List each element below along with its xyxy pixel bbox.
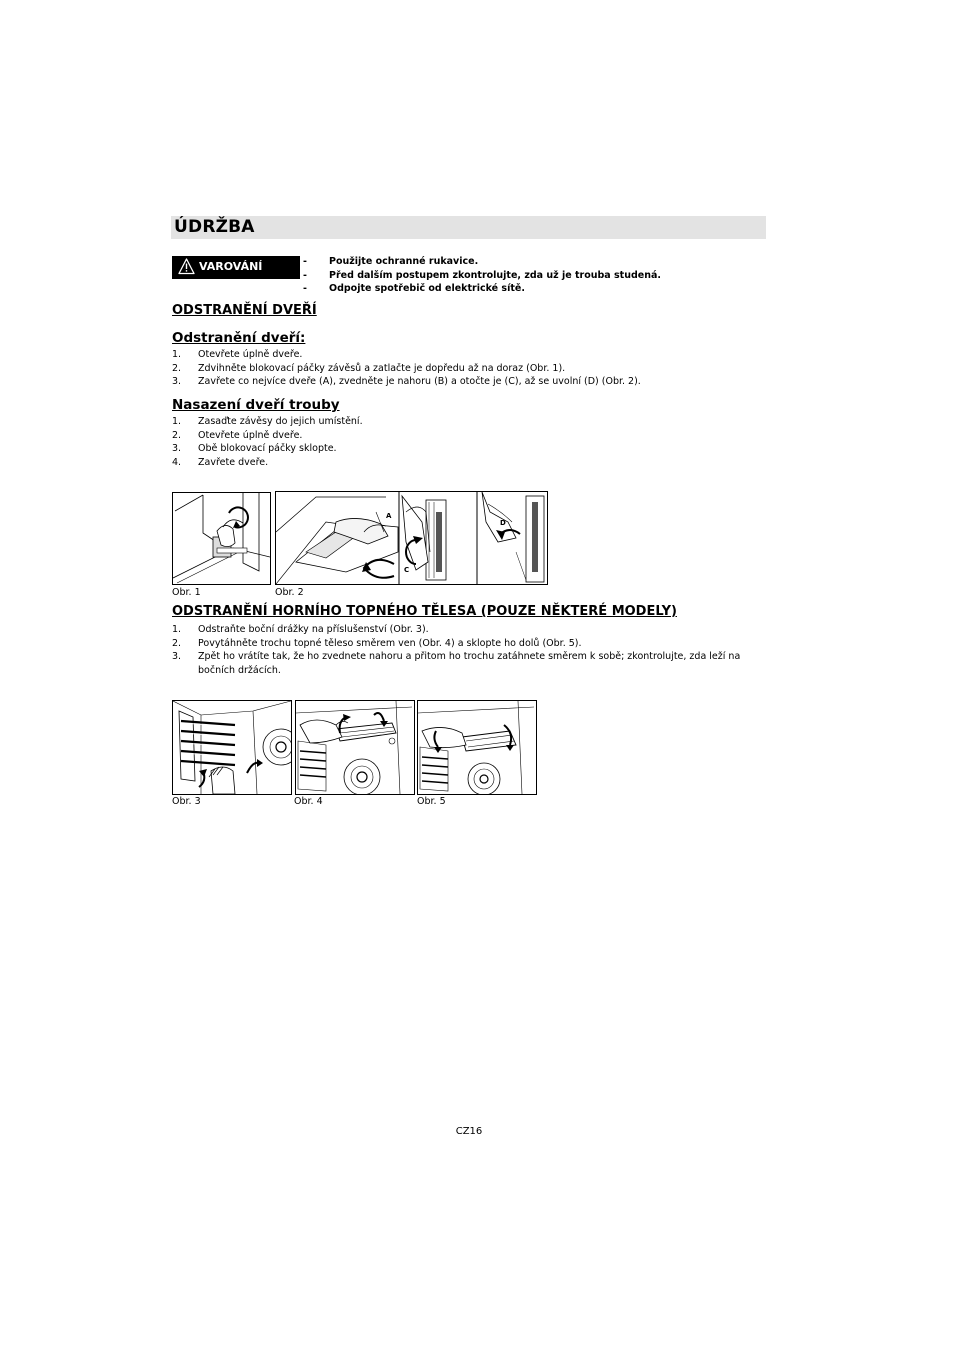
- figure-obr3: [172, 700, 292, 795]
- warning-triangle-icon: [178, 258, 195, 275]
- figure-obr5: [417, 700, 537, 795]
- list-text: Odstraňte boční drážky na příslušenství (Obr. 3).: [198, 624, 429, 635]
- list-item: [172, 623, 769, 637]
- list-number: 1.: [172, 416, 182, 427]
- warning-label: VAROVÁNÍ: [199, 260, 263, 273]
- list-number: 2.: [172, 637, 182, 649]
- warning-item: [303, 269, 661, 283]
- list-number: 3.: [172, 376, 182, 388]
- marker-c: C: [404, 566, 410, 574]
- warning-dash: -: [303, 269, 307, 281]
- list-text: Zdvihněte blokovací páčky závěsů a zatlačte je dopředu až na doraz (Obr. 1).: [198, 362, 566, 374]
- marker-a: A: [386, 512, 392, 520]
- list-text: Zavřete dveře.: [198, 456, 269, 468]
- list-text: Otevřete úplně dveře.: [198, 429, 303, 441]
- page-number: CZ16: [455, 1126, 483, 1137]
- door-section-heading: ODSTRANĚNÍ DVEŘÍ: [172, 303, 317, 318]
- caption-obr4: Obr. 4: [294, 796, 323, 807]
- list-number: 3.: [172, 651, 182, 663]
- door-removal-heading: Odstranění dveří:: [172, 330, 306, 346]
- list-item: [172, 650, 769, 677]
- warning-text: Před dalším postupem zkontrolujte, zda už je trouba studená.: [329, 269, 662, 281]
- figure-obr4: [295, 700, 415, 795]
- list-item: [172, 375, 772, 389]
- door-refit-heading: Nasazení dveří trouby: [172, 397, 340, 413]
- list-text: Obě blokovací páčky sklopte.: [198, 443, 337, 455]
- list-text: Otevřete úplně dveře.: [198, 349, 303, 360]
- caption-obr2: Obr. 2: [275, 587, 304, 598]
- figure-obr1: [172, 492, 271, 585]
- heater-section-heading: ODSTRANĚNÍ HORNÍHO TOPNÉHO TĚLESA (POUZE NĚKTERÉ MODELY): [172, 604, 677, 619]
- list-text: Zasaďte závěsy do jejich umístění.: [198, 416, 363, 427]
- warning-text: Odpojte spotřebič od elektrické sítě.: [329, 283, 525, 295]
- section-header-bar: [171, 216, 766, 239]
- heater-steps: [172, 623, 769, 677]
- section-title: ÚDRŽBA: [174, 217, 255, 237]
- list-number: 2.: [172, 362, 182, 374]
- warning-item: [303, 255, 661, 269]
- door-removal-steps: [172, 348, 772, 389]
- warning-dash: -: [303, 283, 307, 295]
- caption-obr3: Obr. 3: [172, 796, 201, 807]
- door-refit-steps: [172, 415, 772, 469]
- list-item: [172, 456, 772, 470]
- warning-dash: -: [303, 256, 307, 267]
- list-number: 1.: [172, 624, 182, 635]
- list-item: [172, 362, 772, 376]
- hinge-lever-illustration: [173, 493, 270, 584]
- list-item: [172, 442, 772, 456]
- warning-list: [303, 255, 661, 296]
- warning-text: Použijte ochranné rukavice.: [329, 256, 479, 267]
- list-text: Zavřete co nejvíce dveře (A), zvedněte je nahoru (B) a otočte je (C), až se uvolní (D) (Obr. 2).: [198, 376, 641, 388]
- lower-heater-illustration: [418, 701, 536, 794]
- list-text: Zpět ho vrátíte tak, že ho zvednete nahoru a přitom ho trochu zatáhnete směrem k sobě; zkontrolujte, zda leží na bočních držácích.: [198, 651, 741, 676]
- list-number: 2.: [172, 429, 182, 441]
- list-text: Povytáhněte trochu topné těleso směrem ven (Obr. 4) a sklopte ho dolů (Obr. 5).: [198, 637, 582, 649]
- list-item: [172, 429, 772, 443]
- list-number: 3.: [172, 443, 182, 455]
- list-number: 1.: [172, 349, 182, 360]
- figure-obr2: [275, 491, 548, 585]
- caption-obr5: Obr. 5: [417, 796, 446, 807]
- marker-d: D: [500, 519, 506, 527]
- list-item: [172, 415, 772, 429]
- warning-badge: [172, 256, 300, 279]
- caption-obr1: Obr. 1: [172, 587, 201, 598]
- warning-item: [303, 282, 661, 296]
- list-item: [172, 637, 769, 651]
- list-item: [172, 348, 772, 362]
- pull-heater-illustration: [296, 701, 414, 794]
- door-removal-illustration: [276, 492, 547, 584]
- side-rails-illustration: [173, 701, 291, 794]
- list-number: 4.: [172, 456, 182, 468]
